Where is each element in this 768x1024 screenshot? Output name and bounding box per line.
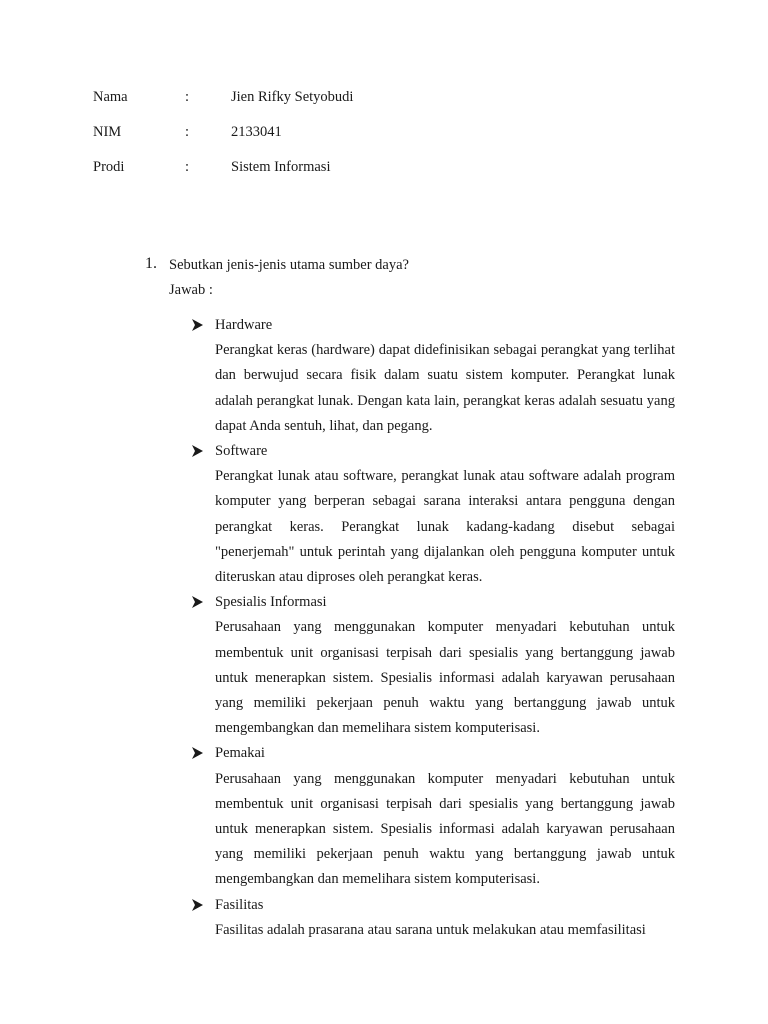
item-body: Perusahaan yang menggunakan komputer menyadari kebutuhan untuk membentuk unit organisasi terpisah dari spesialis yang bertanggung jawab untuk menerapkan sistem. Spesialis informasi adalah karyawan perusahaan yang memiliki pekerjaan penuh waktu yang bertanggung jawab untuk mengembangkan dan memelihara sistem komputerisasi.: [215, 770, 675, 888]
arrowhead-bullet-icon: [192, 590, 203, 608]
item-title: Fasilitas: [215, 896, 264, 913]
arrowhead-bullet-icon: [192, 439, 203, 457]
identity-label: Prodi: [93, 159, 125, 175]
item-title: Software: [215, 443, 268, 460]
list-item: [192, 439, 675, 590]
identity-label: NIM: [93, 124, 122, 140]
identity-value: Jien Rifky Setyobudi: [231, 89, 354, 105]
arrowhead-bullet-icon: [192, 313, 203, 331]
item-title: Hardware: [215, 317, 273, 333]
item-body: Fasilitas adalah prasarana atau sarana untuk melakukan atau memfasilitasi: [215, 921, 646, 938]
answer-label: Jawab :: [169, 282, 213, 298]
arrowhead-bullet-icon: [192, 893, 203, 911]
item-title: Spesialis Informasi: [215, 594, 327, 611]
item-body: Perangkat keras (hardware) dapat didefinisikan sebagai perangkat yang terlihat dan berwujud secara fisik dalam suatu sistem komputer. Perangkat lunak adalah perangkat lunak. Dengan kata lain, perangkat keras adalah sesuatu yang dapat Anda sentuh, lihat, dan pegang.: [215, 342, 675, 434]
identity-label: Nama: [93, 89, 128, 105]
arrowhead-bullet-icon: [192, 741, 203, 759]
identity-value: 2133041: [231, 124, 282, 140]
identity-colon: :: [185, 124, 190, 140]
answer-list: [192, 313, 675, 943]
item-title: Pemakai: [215, 745, 265, 762]
list-item: [192, 893, 675, 943]
question-number: 1.: [145, 255, 157, 272]
identity-value: Sistem Informasi: [231, 159, 331, 175]
item-body: Perusahaan yang menggunakan komputer menyadari kebutuhan untuk membentuk unit organisasi terpisah dari spesialis yang bertanggung jawab untuk menerapkan sistem. Spesialis informasi adalah karyawan perusahaan yang memiliki pekerjaan penuh waktu yang bertanggung jawab untuk mengembangkan dan memelihara sistem komputerisasi.: [215, 619, 675, 737]
item-body: Perangkat lunak atau software, perangkat lunak atau software adalah program komputer yang berperan sebagai sarana interaksi antara pengguna dengan perangkat keras. Perangkat lunak kadang-kadang disebut sebagai "penerjemah" untuk perintah yang dijalankan oleh pengguna komputer untuk diteruskan atau diproses oleh perangkat keras.: [215, 468, 675, 586]
list-item: [192, 590, 675, 741]
list-item: [192, 313, 675, 439]
list-item: [192, 741, 675, 892]
identity-colon: :: [185, 159, 190, 175]
identity-colon: :: [185, 89, 190, 105]
question-text: Sebutkan jenis-jenis utama sumber daya?: [169, 257, 409, 273]
